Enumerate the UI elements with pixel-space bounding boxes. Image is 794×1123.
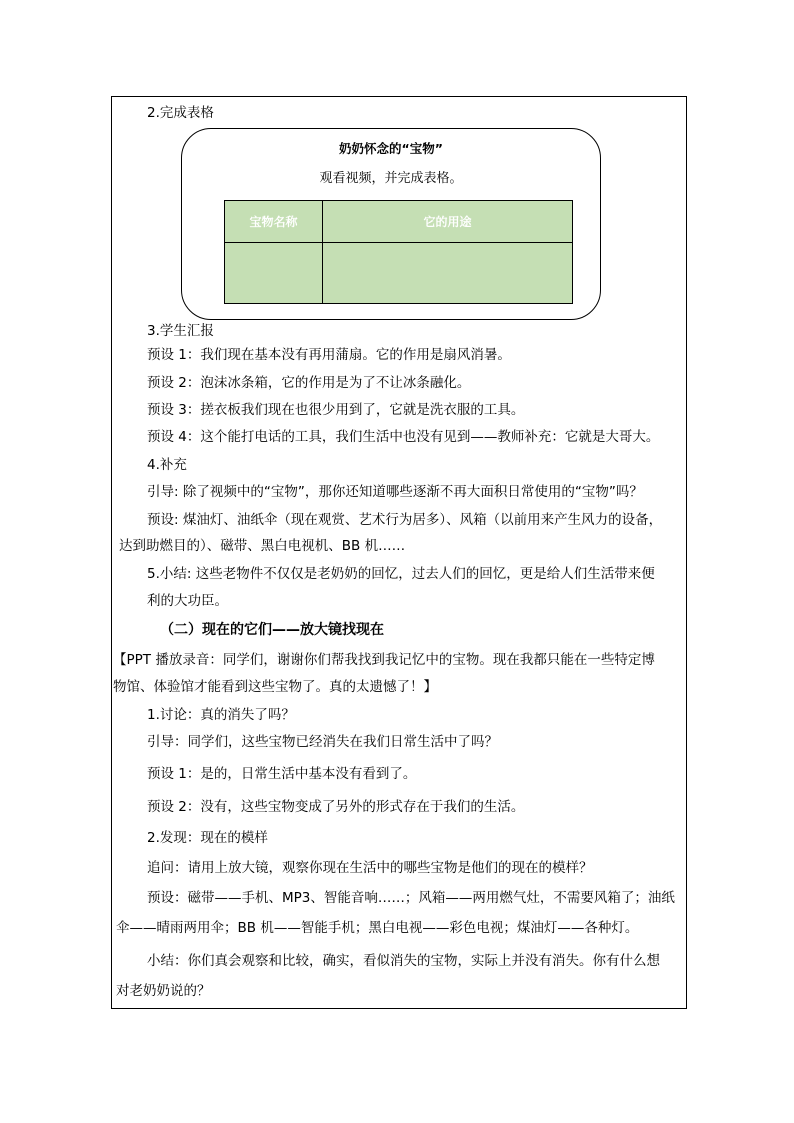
table-cell-name: [225, 243, 323, 304]
discussion-preset-1: 预设 1：是的，日常生活中基本没有看到了。: [147, 766, 417, 782]
table-row: [225, 243, 573, 304]
report-preset-4: 预设 4：这个能打电话的工具，我们生活中也没有见到——教师补充：它就是大哥大。: [147, 429, 660, 445]
section-heading-supplement: 4.补充: [147, 457, 187, 473]
treasure-table: [224, 200, 573, 304]
report-preset-3: 预设 3：搓衣板我们现在也很少用到了，它就是洗衣服的工具。: [147, 402, 525, 418]
table-cell-use: [323, 243, 573, 304]
ppt-note-line-1: 【PPT 播放录音：同学们，谢谢你们帮我找到我记忆中的宝物。现在我都只能在一些特定博: [113, 652, 655, 668]
discovery-question: 追问：请用上放大镜，观察你现在生活中的哪些宝物是他们的现在的模样？: [147, 860, 593, 876]
discussion-heading: 1.讨论：真的消失了吗？: [147, 707, 295, 723]
part-two-title: （二）现在的它们——放大镜找现在: [160, 622, 384, 638]
discovery-heading: 2.发现：现在的模样: [147, 830, 268, 846]
treasure-box-title: 奶奶怀念的“宝物”: [339, 141, 443, 156]
discovery-preset-line-2: 伞——晴雨两用伞；BB 机——智能手机；黑白电视——彩色电视；煤油灯——各种灯。: [116, 920, 639, 936]
table-header-row: [225, 201, 573, 243]
table-header-name: 宝物名称: [225, 201, 323, 243]
ppt-note-line-2: 物馆、体验馆才能看到这些宝物了。真的太遗憾了！】: [113, 679, 437, 695]
section-heading-complete-table: 2.完成表格: [147, 105, 214, 121]
supplement-guide: 引导: 除了视频中的“宝物”，那你还知道哪些逐渐不再大面积日常使用的“宝物”吗？: [147, 484, 643, 500]
summary-line-2: 利的大功臣。: [147, 593, 228, 609]
discovery-summary-line-2: 对老奶奶说的？: [116, 983, 211, 999]
report-preset-1: 预设 1：我们现在基本没有再用蒲扇。它的作用是扇风消暑。: [147, 347, 511, 363]
table-header-use: 它的用途: [323, 201, 573, 243]
summary-line-1: 5.小结: 这些老物件不仅仅是老奶奶的回忆，过去人们的回忆，更是给人们生活带来便: [147, 566, 655, 582]
supplement-preset-line-2: 达到助燃目的）、磁带、黑白电视机、BB 机……: [119, 538, 406, 554]
discussion-preset-2: 预设 2：没有，这些宝物变成了另外的形式存在于我们的生活。: [147, 799, 525, 815]
discussion-guide: 引导：同学们，这些宝物已经消失在我们日常生活中了吗？: [147, 734, 498, 750]
discovery-preset-line-1: 预设：磁带——手机、MP3、智能音响……；风箱——两用燃气灶，不需要风箱了；油纸: [147, 890, 675, 906]
supplement-preset-line-1: 预设: 煤油灯、油纸伞（现在观赏、艺术行为居多）、风箱（以前用来产生风力的设备，: [147, 512, 663, 528]
section-heading-report: 3.学生汇报: [147, 323, 214, 339]
report-preset-2: 预设 2：泡沫冰条箱，它的作用是为了不让冰条融化。: [147, 375, 471, 391]
treasure-box-instruction: 观看视频，并完成表格。: [319, 171, 463, 186]
discovery-summary-line-1: 小结：你们真会观察和比较，确实，看似消失的宝物，实际上并没有消失。你有什么想: [147, 953, 660, 969]
